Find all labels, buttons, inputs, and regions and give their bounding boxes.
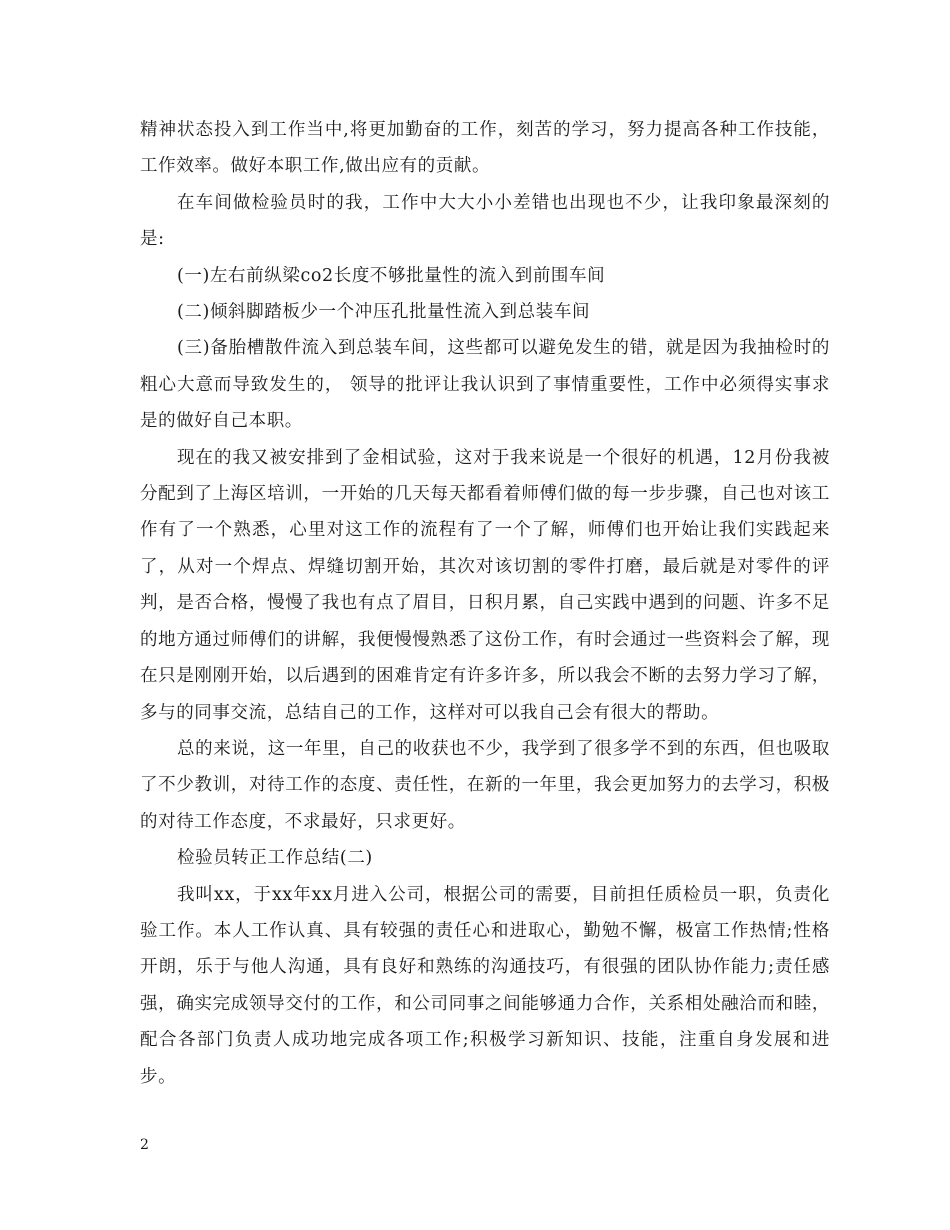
paragraph-summary: 总的来说，这一年里，自己的收获也不少，我学到了很多学不到的东西，但也吸取了不少教训，对待工作的态度、责任性，在新的一年里，我会更加努力的去学习，积极的对待工作态度，不求最好，只求更好。 <box>140 738 830 832</box>
document-body <box>140 112 830 1095</box>
list-item-mistake-3: (三)备胎槽散件流入到总装车间，这些都可以避免发生的错，就是因为我抽检时的粗心大意而导致发生的， 领导的批评让我认识到了事情重要性，工作中必须得实事求是的做好自己本职。 <box>140 338 830 432</box>
list-item-mistake-1: (一)左右前纵梁co2长度不够批量性的流入到前围车间 <box>177 265 606 286</box>
list-item-mistake-2: (二)倾斜脚踏板少一个冲压孔批量性流入到总装车间 <box>177 302 591 323</box>
section-heading: 检验员转正工作总结(二) <box>177 848 373 869</box>
paragraph-continuation: 精神状态投入到工作当中,将更加勤奋的工作，刻苦的学习，努力提高各种工作技能，工作效率。做好本职工作,做出应有的贡献。 <box>140 120 830 177</box>
page-number: 2 <box>140 1137 149 1153</box>
paragraph-self-introduction: 我叫xx，于xx年xx月进入公司，根据公司的需要，目前担任质检员一职，负责化验工作。本人工作认真、具有较强的责任心和进取心，勤勉不懈，极富工作热情;性格开朗，乐于与他人沟通，具有良好和熟练的沟通技巧，有很强的团队协作能力;责任感强，确实完成领导交付的工作，和公司同事之间能够通力合作，关系相处融洽而和睦，配合各部门负责人成功地完成各项工作;积极学习新知识、技能，注重自身发展和进步。 <box>140 884 830 1087</box>
paragraph-metallography: 现在的我又被安排到了金相试验，这对于我来说是一个很好的机遇，12月份我被分配到了上海区培训，一开始的几天每天都看着师傅们做的每一步步骤，自己也对该工作有了一个熟悉，心里对这工作的流程有了一个了解，师傅们也开始让我们实践起来了，从对一个焊点、焊缝切割开始，其次对该切割的零件打磨，最后就是对零件的评判，是否合格，慢慢了我也有点了眉目，日积月累，自己实践中遇到的问题、许多不足的地方通过师傅们的讲解，我便慢慢熟悉了这份工作，有时会通过一些资料会了解，现在只是刚刚开始，以后遇到的困难肯定有许多许多，所以我会不断的去努力学习了解，多与的同事交流，总结自己的工作，这样对可以我自己会有很大的帮助。 <box>140 447 830 723</box>
paragraph-inspector-mistakes: 在车间做检验员时的我，工作中大大小小差错也出现也不少，让我印象最深刻的是: <box>140 192 830 250</box>
